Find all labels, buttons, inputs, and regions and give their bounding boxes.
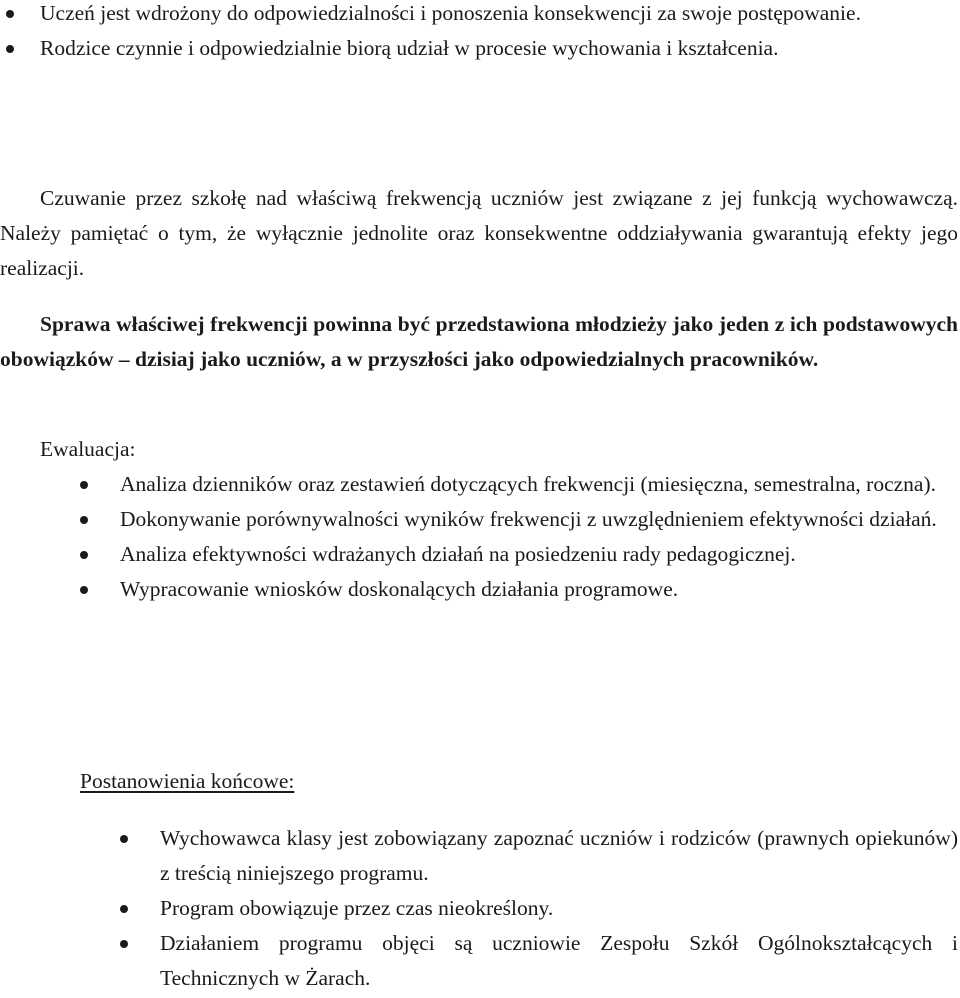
bullet-icon (6, 10, 14, 18)
list-item (0, 0, 960, 31)
paragraph-bold-attendance: Sprawa właściwej frekwencji powinna być przedstawiona młodzieży jako jeden z ich podstawowych obowiązków – dzisiaj jako uczniów, a w przyszłości jako odpowiedzialnych pracowników. (0, 312, 958, 371)
list-item-text: Rodzice czynnie i odpowiedzialnie biorą udział w procesie wychowania i kształcenia. (40, 36, 779, 60)
list-item (80, 537, 958, 572)
bullet-icon (120, 940, 128, 948)
list-item (120, 821, 958, 891)
list-item (120, 926, 958, 996)
top-bullet-list (0, 0, 960, 66)
bullet-icon (80, 586, 88, 594)
bullet-icon (120, 905, 128, 913)
bullet-icon (80, 481, 88, 489)
evaluation-list (80, 467, 958, 607)
list-item-text: Wypracowanie wniosków doskonalących działania programowe. (120, 577, 679, 601)
list-item-text: Wychowawca klasy jest zobowiązany zapoznać uczniów i rodziców (prawnych opiekunów) z treścią niniejszego programu. (160, 826, 958, 885)
final-provisions-heading: Postanowienia końcowe: (80, 769, 295, 793)
list-item-text: Uczeń jest wdrożony do odpowiedzialności i ponoszenia konsekwencji za swoje postępowanie. (40, 1, 861, 25)
bullet-icon (80, 516, 88, 524)
list-item-text: Działaniem programu objęci są uczniowie Zespołu Szkół Ogólnokształcących i Technicznych w Żarach. (160, 931, 958, 990)
list-item (0, 31, 960, 66)
list-item (80, 467, 958, 502)
list-item (80, 502, 958, 537)
list-item (120, 891, 958, 926)
paragraph-attendance: Czuwanie przez szkołę nad właściwą frekwencją uczniów jest związane z jej funkcją wychowawczą. Należy pamiętać o tym, że wyłącznie jednolite oraz konsekwentne oddziaływania gwarantują efekty jego realizacji. (0, 186, 958, 280)
list-item-text: Dokonywanie porównywalności wyników frekwencji z uwzględnieniem efektywności działań. (120, 507, 937, 531)
list-item (80, 572, 958, 607)
evaluation-heading: Ewaluacja: (40, 437, 136, 461)
final-provisions-list (120, 821, 958, 996)
bullet-icon (80, 551, 88, 559)
list-item-text: Program obowiązuje przez czas nieokreślony. (160, 896, 554, 920)
list-item-text: Analiza dzienników oraz zestawień dotyczących frekwencji (miesięczna, semestralna, roczna). (120, 472, 936, 496)
list-item-text: Analiza efektywności wdrażanych działań na posiedzeniu rady pedagogicznej. (120, 542, 796, 566)
bullet-icon (120, 835, 128, 843)
bullet-icon (6, 45, 14, 53)
